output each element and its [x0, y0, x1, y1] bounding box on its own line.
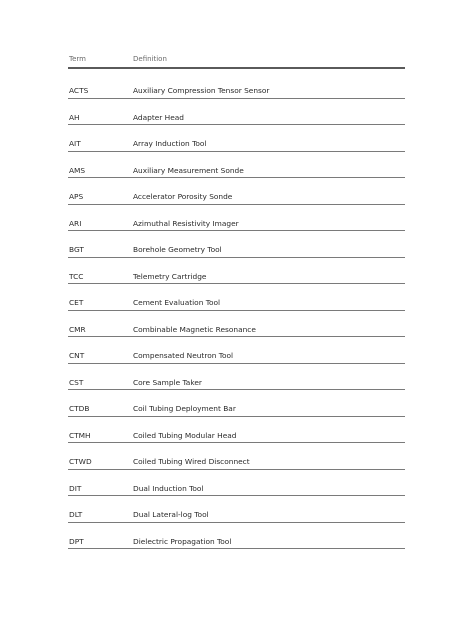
term-cell: ACTS	[69, 86, 89, 95]
table-row	[68, 152, 405, 179]
definition-cell: Borehole Geometry Tool	[133, 245, 222, 254]
table-row	[68, 311, 405, 338]
term-cell: AIT	[69, 139, 81, 148]
table-row	[68, 496, 405, 523]
table-row	[68, 205, 405, 232]
table-row	[68, 125, 405, 152]
table-row	[68, 523, 405, 550]
definition-cell: Dielectric Propagation Tool	[133, 536, 232, 546]
definition-cell: Coiled Tubing Wired Disconnect	[133, 457, 250, 466]
definition-cell: Cement Evaluation Tool	[133, 298, 221, 307]
table-row	[68, 337, 405, 364]
term-cell: CMR	[69, 324, 86, 334]
definition-cell: Array Induction Tool	[133, 139, 207, 148]
term-cell: CST	[69, 377, 84, 387]
term-cell: TCC	[69, 271, 84, 281]
definition-cell: Coil Tubing Deployment Bar	[133, 404, 236, 413]
term-cell: CNT	[69, 351, 85, 360]
term-cell: CET	[69, 298, 84, 307]
definition-cell: Core Sample Taker	[133, 377, 202, 387]
table-row	[68, 470, 405, 497]
definition-cell: Coiled Tubing Modular Head	[133, 430, 237, 440]
table-row	[68, 72, 405, 99]
term-cell: CTDB	[69, 404, 90, 413]
definition-cell: Compensated Neutron Tool	[133, 351, 234, 360]
definition-cell: Accelerator Porosity Sonde	[133, 192, 233, 201]
table-row	[68, 417, 405, 444]
term-cell: APS	[69, 192, 84, 201]
header-term: Term	[69, 55, 86, 63]
header-divider	[68, 67, 405, 69]
table-row	[68, 364, 405, 391]
term-cell: BGT	[69, 245, 84, 254]
definition-cell: Dual Induction Tool	[133, 483, 204, 493]
term-cell: CTMH	[69, 430, 91, 440]
definition-cell: Auxiliary Compression Tensor Sensor	[133, 86, 270, 95]
definition-cell: Auxiliary Measurement Sonde	[133, 165, 244, 175]
term-cell: CTWD	[69, 457, 92, 466]
table-row	[68, 284, 405, 311]
term-cell: DPT	[69, 536, 84, 546]
table-row	[68, 390, 405, 417]
definition-cell: Azimuthal Resistivity Imager	[133, 218, 239, 228]
definition-cell: Telemetry Cartridge	[133, 271, 207, 281]
definition-cell: Adapter Head	[133, 112, 184, 122]
term-cell: ARI	[69, 218, 82, 228]
header-definition: Definition	[133, 55, 167, 63]
term-cell: DLT	[69, 510, 83, 519]
term-cell: AH	[69, 112, 80, 122]
table-row	[68, 443, 405, 470]
term-cell: DIT	[69, 483, 82, 493]
table-row	[68, 231, 405, 258]
definition-cell: Dual Lateral-log Tool	[133, 510, 209, 519]
table-row	[68, 99, 405, 126]
table-body	[68, 72, 405, 549]
glossary-table	[68, 0, 405, 632]
term-cell: AMS	[69, 165, 86, 175]
definition-cell: Combinable Magnetic Resonance	[133, 324, 256, 334]
table-header	[68, 55, 405, 66]
table-row	[68, 258, 405, 285]
table-row	[68, 178, 405, 205]
